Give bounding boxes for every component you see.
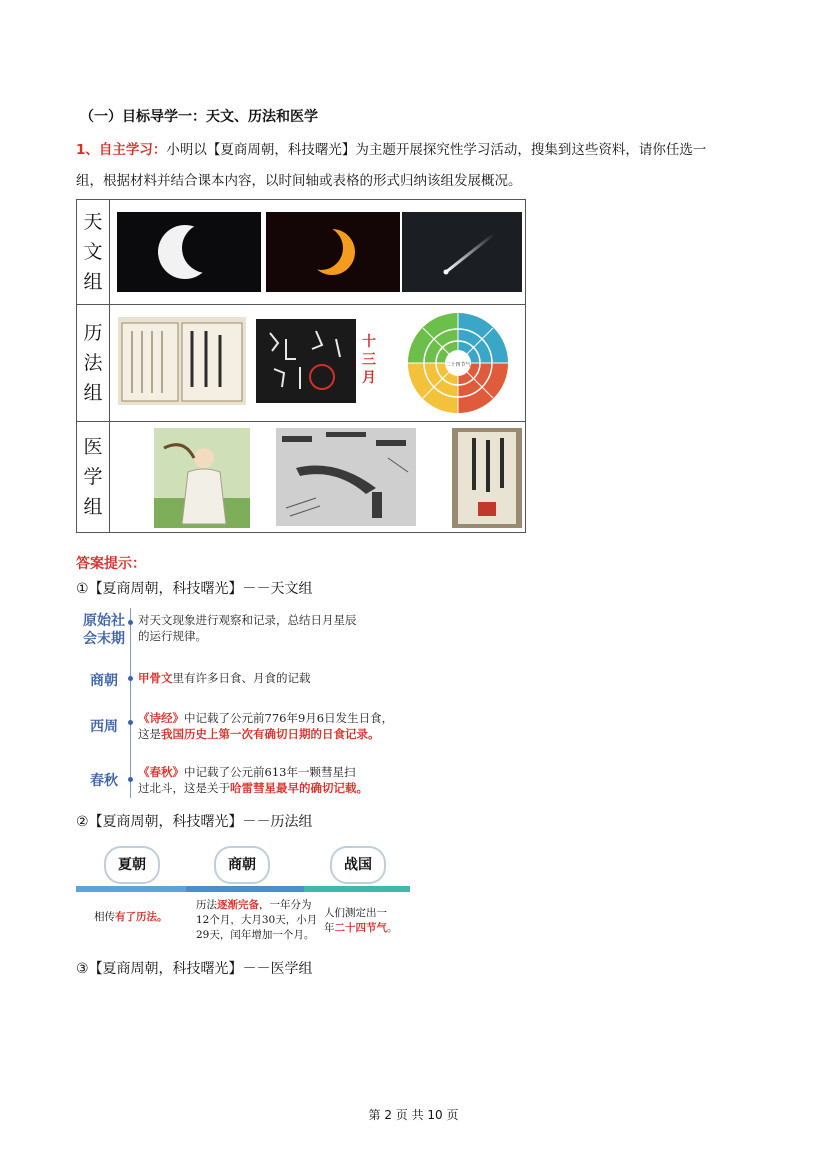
calendar-inscription-label: 十 三 月 — [362, 334, 376, 386]
period-primitive: 原始社会末期 — [83, 613, 125, 647]
question-text-2: 组，根据材料并结合课本内容，以时间轴或表格的形式归纳该组发展概况。 — [76, 173, 522, 189]
ancient-book-image — [118, 317, 246, 405]
question-number: 1、自主学习： — [76, 142, 167, 158]
row-label-medicine: 医 学 组 — [77, 422, 110, 533]
period-spring-autumn: 春秋 — [90, 773, 118, 789]
acupuncture-relief-image — [276, 428, 416, 526]
huangdi-neijing-book-image — [452, 428, 522, 528]
astronomy-item-4: 《春秋》中记载了公元前613年一颗彗星扫 过北斗，这是关于哈雷彗星最早的确切记载。 — [138, 765, 368, 795]
calendar-heading: ②【夏商周朝，科技曙光】－－历法组 — [76, 814, 313, 830]
page-footer: 第 2 页 共 10 页 — [368, 1108, 459, 1122]
oracle-bone-rubbing-image — [256, 319, 356, 403]
calendar-text-xia: 相传有了历法。 — [94, 911, 168, 923]
timeline-bar-segment — [304, 886, 410, 892]
astronomy-item-1: 对天文现象进行观察和记录，总结日月星辰 的运行规律。 — [138, 613, 357, 643]
period-western-zhou: 西周 — [90, 719, 118, 735]
question-line-1 — [76, 137, 756, 163]
row-label-astronomy: 天 文 组 — [77, 200, 110, 305]
section-title: （一）目标导学一：天文、历法和医学 — [80, 109, 318, 125]
physician-painting-image — [154, 428, 250, 528]
node-xia: 夏朝 — [104, 846, 160, 884]
comet-image — [402, 212, 522, 292]
question-text-1: 小明以【夏商周朝，科技曙光】为主题开展探究性学习活动，搜集到这些资料，请你任选一 — [166, 142, 707, 158]
calendar-text-warring: 人们测定出一 年二十四节气。 — [324, 907, 398, 934]
partial-eclipse-image — [266, 212, 400, 292]
solar-eclipse-image — [117, 212, 261, 292]
material-table — [76, 199, 526, 533]
row-label-calendar: 历 法 组 — [77, 305, 110, 422]
medical-heading: ③【夏商周朝，科技曙光】－－医学组 — [76, 961, 313, 977]
astronomy-item-2: 甲骨文里有许多日食、月食的记载 — [138, 671, 311, 685]
calendar-text-shang: 历法逐渐完备，一年分为 12个月，大月30天，小月 29天，闰年增加一个月。 — [196, 899, 318, 941]
solar-terms-wheel-image — [406, 311, 510, 415]
node-warring-states: 战国 — [330, 846, 386, 884]
timeline-bar-segment — [76, 886, 186, 892]
answer-label: 答案提示： — [76, 556, 146, 572]
solar-wheel-center-text: 二十四节气 — [445, 362, 471, 368]
astronomy-heading: ①【夏商周朝，科技曙光】－－天文组 — [76, 581, 313, 597]
period-shang: 商朝 — [90, 673, 118, 689]
astronomy-item-3: 《诗经》中记载了公元前776年9月6日发生日食， 这是我国历史上第一次有确切日期的日食记录。 — [138, 711, 394, 741]
node-shang: 商朝 — [214, 846, 270, 884]
timeline-bar-segment — [186, 886, 304, 892]
astronomy-timeline-line — [130, 608, 131, 798]
